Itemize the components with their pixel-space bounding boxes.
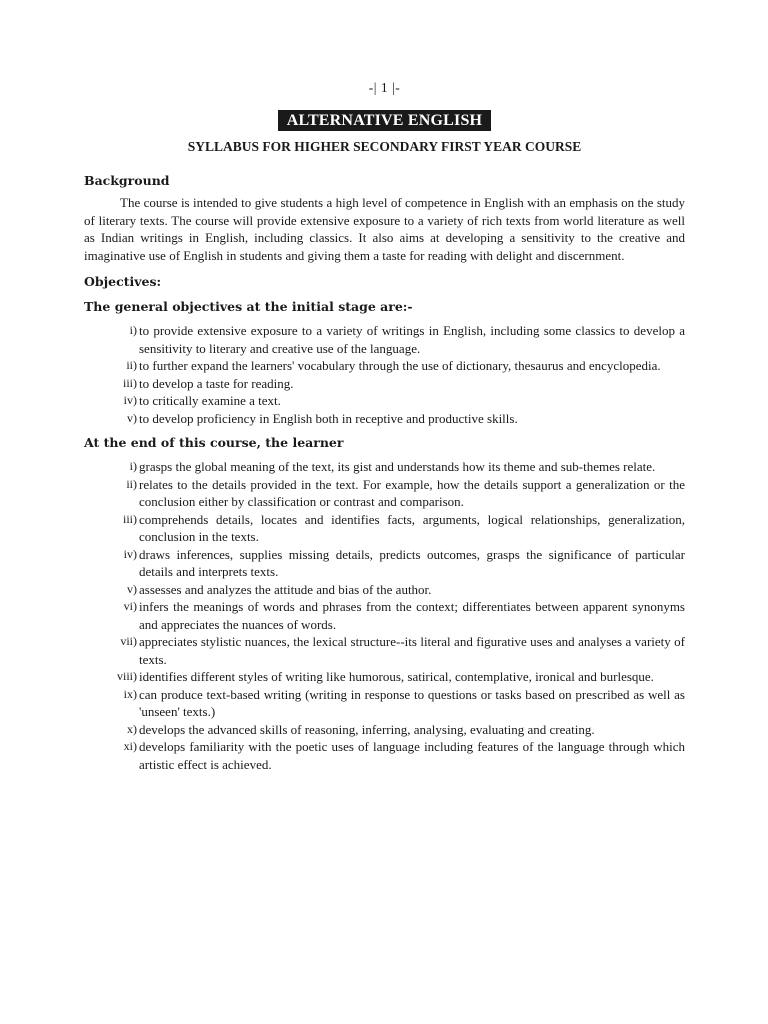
- background-heading: Background: [84, 173, 170, 188]
- list-item-text: draws inferences, supplies missing details, predicts outcomes, grasps the significance of particular details and interprets texts.: [139, 546, 685, 579]
- document-page: [84, 80, 685, 773]
- list-item-text: appreciates stylistic nuances, the lexical structure--its literal and figurative uses and analyses a variety of texts.: [139, 634, 685, 667]
- list-item-number: ii): [126, 476, 137, 491]
- list-item: [84, 458, 685, 476]
- list-item: [84, 357, 685, 375]
- page-number: -| 1 |-: [368, 80, 401, 95]
- list-item-text: to provide extensive exposure to a variety of writings in English, including some classics to develop a sensitivity to literary and creative use of the language.: [139, 323, 685, 356]
- list-item: [84, 633, 685, 668]
- list-item-text: grasps the global meaning of the text, its gist and understands how its theme and sub-themes relate.: [139, 459, 656, 474]
- list-item-text: develops familiarity with the poetic uses of language including features of the language through which artistic effect is achieved.: [139, 739, 685, 772]
- general-objectives-heading: The general objectives at the initial stage are:-: [84, 299, 413, 314]
- list-item-number: i): [129, 459, 137, 473]
- learner-outcomes-heading: At the end of this course, the learner: [84, 435, 344, 450]
- list-item-number: v): [127, 581, 137, 596]
- list-item: [84, 598, 685, 633]
- list-item-number: iii): [123, 511, 137, 526]
- list-item: [84, 375, 685, 393]
- list-item: [84, 511, 685, 546]
- list-item: [84, 410, 685, 428]
- document-title: ALTERNATIVE ENGLISH: [278, 110, 491, 131]
- list-item: [84, 721, 685, 739]
- list-item-text: to further expand the learners' vocabulary through the use of dictionary, thesaurus and encyclopedia.: [139, 358, 661, 373]
- general-objectives-list: [84, 322, 685, 427]
- list-item-number: v): [127, 410, 137, 425]
- list-item-text: assesses and analyzes the attitude and bias of the author.: [139, 581, 432, 597]
- list-item: [84, 581, 685, 599]
- list-item: [84, 668, 685, 686]
- list-item-number: iv): [123, 393, 137, 407]
- list-item-number: ii): [126, 358, 137, 372]
- list-item-number: iv): [123, 546, 137, 561]
- list-item: [84, 686, 685, 721]
- list-item-number: vi): [123, 599, 137, 613]
- document-subtitle: SYLLABUS FOR HIGHER SECONDARY FIRST YEAR COURSE: [187, 139, 582, 154]
- list-item-text: identifies different styles of writing like humorous, satirical, contemplative, ironical and burlesque.: [139, 669, 654, 684]
- background-paragraph: The course is intended to give students a high level of competence in English with an emphasis on the study of literary texts. The course will provide extensive exposure to a variety of rich texts from world literature as well as Indian writings in English, including classics. It also aims at developing a sensitivity to the creative and imaginative use of English in students and giving them a taste for reading with delight and discernment.: [84, 195, 685, 263]
- list-item-text: can produce text-based writing (writing in response to questions or tasks based on prescribed as well as 'unseen' texts.): [139, 686, 685, 719]
- list-item-text: infers the meanings of words and phrases from the context; differentiates between apparent synonyms and appreciates the nuances of words.: [139, 599, 685, 632]
- list-item-text: to develop proficiency in English both in receptive and productive skills.: [139, 410, 518, 426]
- list-item: [84, 322, 685, 357]
- title-wrap: [84, 110, 685, 131]
- learner-outcomes-list: [84, 458, 685, 773]
- list-item-number: ix): [123, 686, 137, 701]
- list-item-number: i): [129, 323, 137, 337]
- list-item: [84, 738, 685, 773]
- list-item-number: iii): [123, 375, 137, 390]
- list-item-number: vii): [120, 634, 137, 648]
- list-item: [84, 392, 685, 410]
- list-item-number: viii): [117, 669, 137, 683]
- list-item-text: relates to the details provided in the text. For example, how the details support a generalization or the conclusion either by classification or contrast and comparison.: [139, 476, 685, 509]
- list-item-text: to critically examine a text.: [139, 393, 281, 408]
- list-item-text: comprehends details, locates and identifies facts, arguments, logical relationships, generalization, conclusion in the texts.: [139, 511, 685, 544]
- list-item-text: develops the advanced skills of reasoning, inferring, analysing, evaluating and creating.: [139, 721, 595, 737]
- list-item-number: xi): [123, 739, 137, 753]
- list-item-text: to develop a taste for reading.: [139, 375, 294, 391]
- objectives-heading: Objectives:: [84, 274, 162, 289]
- list-item-number: x): [127, 721, 137, 736]
- list-item: [84, 476, 685, 511]
- list-item: [84, 546, 685, 581]
